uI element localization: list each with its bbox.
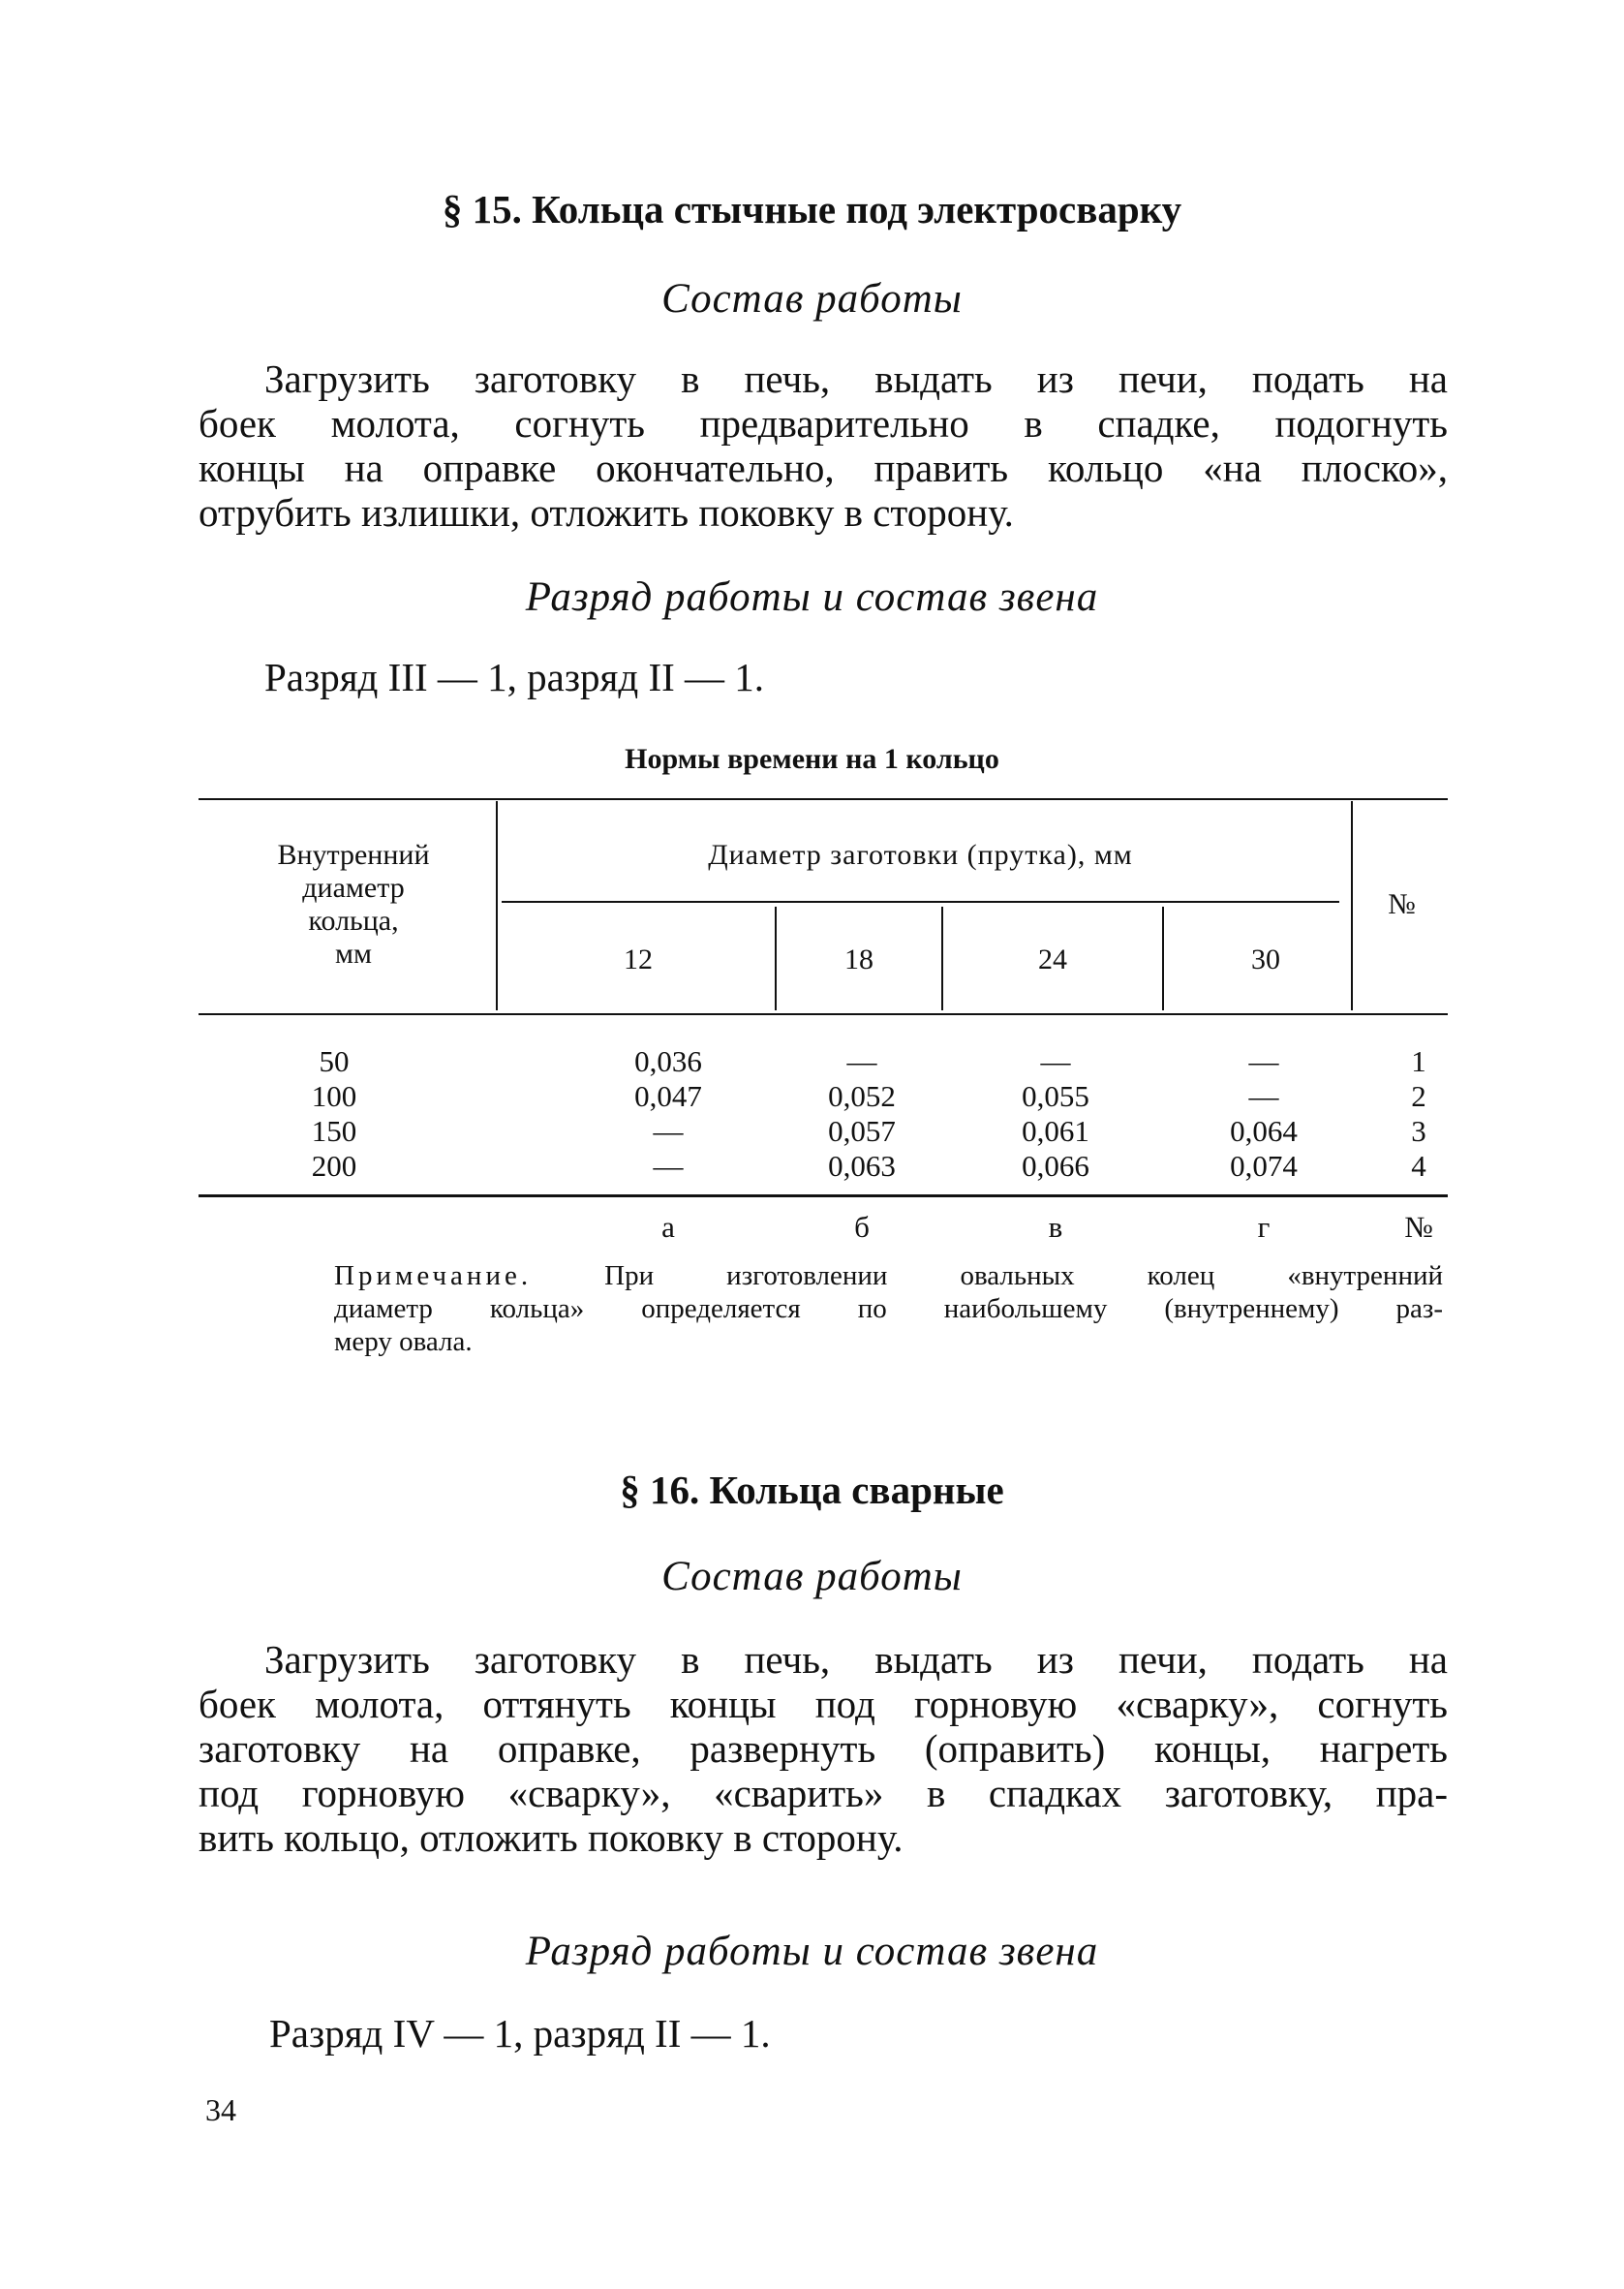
diameter-header-18: 18	[844, 943, 873, 975]
row-number-cell: 3	[1411, 1114, 1426, 1148]
table-caption: Нормы времени на 1 кольцо	[625, 743, 999, 775]
row-number-cell: 2	[1411, 1079, 1426, 1113]
inner-diameter-cell: 150	[311, 1114, 357, 1148]
inner-diameter-cell: 50	[319, 1044, 350, 1078]
table-note-cont	[334, 1292, 1443, 1358]
table-divider	[1351, 801, 1353, 1010]
paragraph-line: вить кольцо, отложить поковку в сторону.	[199, 1815, 904, 1860]
value-cell: 0,047	[634, 1079, 702, 1113]
value-cell: —	[653, 1114, 684, 1148]
column-letter: б	[854, 1210, 870, 1244]
value-cell: 0,052	[828, 1079, 896, 1113]
section-16-composition-label: Состав работы	[661, 1554, 963, 1599]
table-divider	[496, 801, 498, 1010]
inner-diameter-header	[223, 839, 484, 971]
column-number-label: №	[1404, 1210, 1433, 1244]
value-cell: 0,055	[1022, 1079, 1089, 1113]
value-cell: —	[1248, 1044, 1279, 1078]
value-cell: —	[846, 1044, 877, 1078]
column-letter: в	[1048, 1210, 1063, 1244]
section-15-title: § 15. Кольца стычные под электросварку	[442, 187, 1182, 232]
table-top-rule	[199, 798, 1448, 800]
section-15-composition-text	[199, 356, 1448, 535]
header-line: диаметр	[302, 872, 405, 904]
header-line: Внутренний	[277, 839, 430, 871]
diameter-header-12: 12	[624, 943, 653, 975]
header-line: кольца,	[308, 905, 399, 937]
paragraph-line: отрубить излишки, отложить поковку в сторону.	[199, 490, 1014, 535]
note-line: При изготовлении овальных колец «внутренний	[604, 1260, 1444, 1291]
inner-diameter-cell: 100	[311, 1079, 357, 1113]
note-label: Примечание.	[334, 1260, 533, 1291]
row-number-cell: 4	[1411, 1149, 1426, 1183]
value-cell: 0,061	[1022, 1114, 1089, 1148]
diameter-header-30: 30	[1251, 943, 1280, 975]
section-16-grade-label: Разряд работы и состав звена	[525, 1929, 1099, 1974]
paragraph-line: Загрузить заготовку в печь, выдать из печи, подать на	[264, 356, 1448, 401]
diameter-group-header: Диаметр заготовки (прутка), мм	[708, 839, 1133, 871]
table-row	[0, 1149, 1624, 1184]
table-row	[0, 1044, 1624, 1079]
table-note	[334, 1259, 1443, 1292]
table-bottom-rule	[199, 1194, 1448, 1197]
note-line: диаметр кольца» определяется по наибольшему (внутреннему) раз-	[334, 1293, 1443, 1324]
value-cell: —	[653, 1149, 684, 1183]
value-cell: 0,074	[1230, 1149, 1298, 1183]
section-15-composition-label: Состав работы	[661, 276, 963, 322]
section-15-grade-label: Разряд работы и состав звена	[525, 574, 1099, 620]
diameter-header-24: 24	[1038, 943, 1067, 975]
value-cell: 0,063	[828, 1149, 896, 1183]
section-16-composition-text	[199, 1637, 1448, 1860]
table-header-rule	[199, 1013, 1448, 1015]
note-line: меру овала.	[334, 1326, 473, 1357]
paragraph-line: под горновую «сварку», «сварить» в спадках заготовку, пра-	[199, 1771, 1448, 1815]
value-cell: 0,057	[828, 1114, 896, 1148]
paragraph-line: боек молота, согнуть предварительно в спадке, подогнуть	[199, 401, 1448, 446]
column-letter: а	[661, 1210, 675, 1244]
value-cell: 0,066	[1022, 1149, 1089, 1183]
page-number: 34	[205, 2092, 236, 2127]
header-line: мм	[335, 938, 372, 970]
section-16-grade-text: Разряд IV — 1, разряд II — 1.	[269, 2011, 771, 2056]
paragraph-line: Загрузить заготовку в печь, выдать из печи, подать на	[264, 1637, 1448, 1682]
row-number-header: №	[1388, 888, 1416, 920]
value-cell: 0,064	[1230, 1114, 1298, 1148]
table-row	[0, 1079, 1624, 1114]
section-16-title: § 16. Кольца сварные	[620, 1468, 1004, 1512]
section-15-grade-text: Разряд III — 1, разряд II — 1.	[264, 655, 765, 699]
paragraph-line: заготовку на оправке, развернуть (оправить) концы, нагреть	[199, 1726, 1448, 1771]
column-letter: г	[1257, 1210, 1271, 1244]
inner-diameter-cell: 200	[311, 1149, 357, 1183]
value-cell: —	[1040, 1044, 1071, 1078]
table-row	[0, 1114, 1624, 1149]
paragraph-line: концы на оправке окончательно, править кольцо «на плоско»,	[199, 446, 1448, 490]
paragraph-line: боек молота, оттянуть концы под горновую «сварку», согнуть	[199, 1682, 1448, 1726]
value-cell: 0,036	[634, 1044, 702, 1078]
table-group-rule	[502, 901, 1339, 903]
row-number-cell: 1	[1411, 1044, 1426, 1078]
value-cell: —	[1248, 1079, 1279, 1113]
